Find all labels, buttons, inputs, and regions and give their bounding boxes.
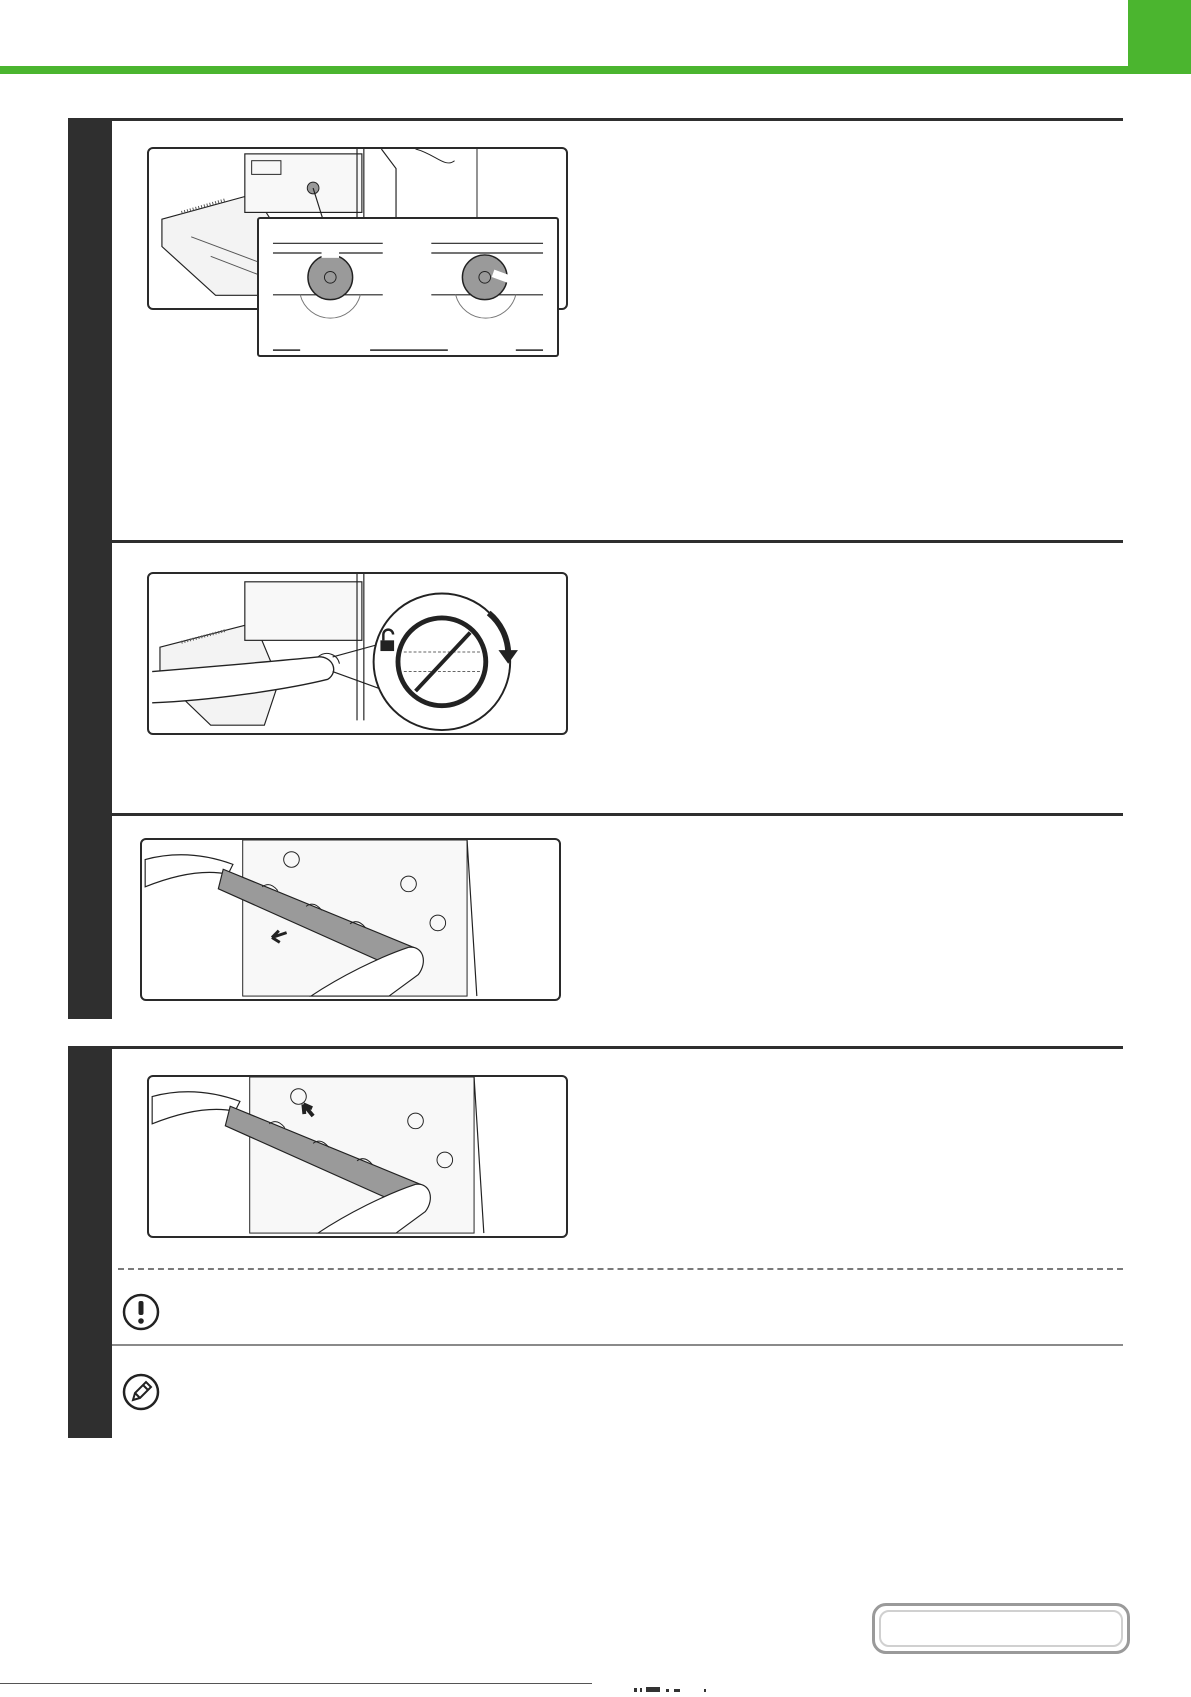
section-rule-top [112,118,1123,121]
illustration-attach-cover [147,1075,568,1238]
dashed-separator [118,1268,1123,1270]
illustration-dial-inset [257,217,559,357]
illustration-remove-cover [140,838,561,1001]
note-pencil-icon [121,1372,161,1412]
section-rule-2 [112,540,1123,543]
step-sidebar-1 [68,118,112,1019]
blank-button[interactable] [872,1603,1130,1654]
illustration-turn-dial-unlock [147,572,568,735]
section-rule-3 [112,813,1123,816]
section-rule-4 [112,1046,1123,1049]
caution-icon [121,1292,161,1332]
note-separator [112,1344,1123,1346]
header-accent-tab [1128,0,1191,70]
footer-rule [0,1683,592,1684]
footer-scrap [634,1679,754,1685]
header-accent-bar [0,66,1191,74]
step-sidebar-2 [68,1046,112,1438]
